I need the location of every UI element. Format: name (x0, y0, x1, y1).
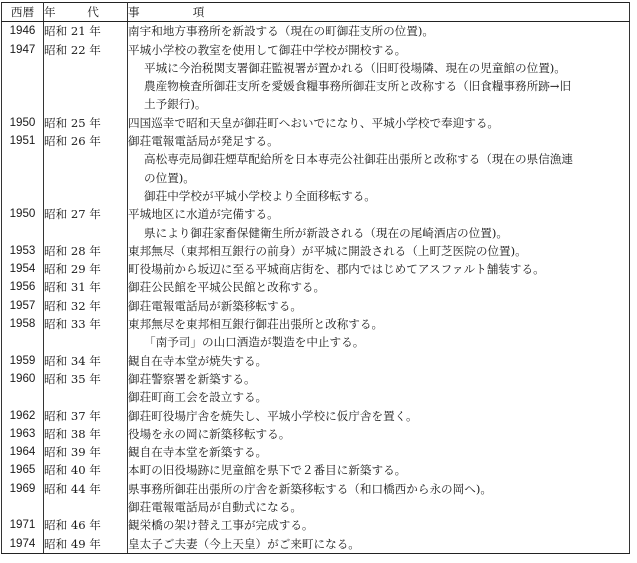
era-year-cell: 昭和 33 年 (44, 315, 128, 333)
western-year-cell: 1951 (2, 132, 44, 150)
table-body (2, 22, 630, 554)
era-year-cell (44, 59, 128, 77)
event-cell: 平城地区に水道が完備する。 (128, 205, 630, 223)
era-year-cell: 昭和 28 年 (44, 242, 128, 260)
table-row (2, 132, 630, 150)
era-year-cell: 昭和 26 年 (44, 132, 128, 150)
western-year-cell: 1969 (2, 480, 44, 498)
table-row (2, 95, 630, 113)
table-row (2, 22, 630, 41)
era-year-cell: 昭和 44 年 (44, 480, 128, 498)
western-year-cell: 1958 (2, 315, 44, 333)
era-year-cell (44, 224, 128, 242)
table-row (2, 425, 630, 443)
table-row (2, 205, 630, 223)
era-year-cell: 昭和 35 年 (44, 370, 128, 388)
event-cell: 御荘電報電話局が自動式になる。 (128, 498, 630, 516)
event-cell: 御荘電報電話局が発足する。 (128, 132, 630, 150)
era-year-cell (44, 169, 128, 187)
western-year-cell: 1963 (2, 425, 44, 443)
western-year-cell: 1974 (2, 535, 44, 554)
era-year-cell: 昭和 22 年 (44, 41, 128, 59)
event-cell: 土予銀行)。 (128, 95, 630, 113)
header-era (44, 3, 128, 22)
header-western-year: 西暦 (2, 3, 44, 22)
era-year-cell: 昭和 37 年 (44, 407, 128, 425)
western-year-cell: 1954 (2, 260, 44, 278)
event-cell: 町役場前から坂辺に至る平城商店街を、郡内ではじめてアスファルト舗装する。 (128, 260, 630, 278)
event-cell: 「南予司」の山口酒造が製造を中止する。 (128, 333, 630, 351)
era-year-cell (44, 187, 128, 205)
era-year-cell: 昭和 32 年 (44, 297, 128, 315)
table-row (2, 535, 630, 554)
event-cell: 東邦無尽を東邦相互銀行御荘出張所と改称する。 (128, 315, 630, 333)
era-year-cell: 昭和 21 年 (44, 22, 128, 41)
event-cell: 御荘電報電話局が新築移転する。 (128, 297, 630, 315)
era-year-cell: 昭和 31 年 (44, 278, 128, 296)
era-year-cell: 昭和 27 年 (44, 205, 128, 223)
western-year-cell: 1953 (2, 242, 44, 260)
table-row (2, 297, 630, 315)
western-year-cell (2, 169, 44, 187)
table-row (2, 59, 630, 77)
era-year-cell: 昭和 46 年 (44, 516, 128, 534)
event-cell: 平城小学校の教室を使用して御荘中学校が開校する。 (128, 41, 630, 59)
era-year-cell (44, 498, 128, 516)
western-year-cell: 1971 (2, 516, 44, 534)
table-row (2, 333, 630, 351)
western-year-cell: 1950 (2, 114, 44, 132)
table-row (2, 169, 630, 187)
event-cell: 観自在寺本堂を新築する。 (128, 443, 630, 461)
event-cell: 御荘警察署を新築する。 (128, 370, 630, 388)
era-year-cell (44, 150, 128, 168)
event-cell: 御荘町役場庁舎を焼失し、平城小学校に仮庁舎を置く。 (128, 407, 630, 425)
era-year-cell: 昭和 39 年 (44, 443, 128, 461)
western-year-cell (2, 95, 44, 113)
table-row (2, 315, 630, 333)
event-cell: 御荘町商工会を設立する。 (128, 388, 630, 406)
event-cell: 県により御荘家畜保健衛生所が新設される（現在の尾崎酒店の位置)。 (128, 224, 630, 242)
western-year-cell (2, 150, 44, 168)
event-cell: 平城に今治税関支署御荘監視署が置かれる（旧町役場隣、現在の児童館の位置)。 (128, 59, 630, 77)
western-year-cell: 1965 (2, 461, 44, 479)
table-row (2, 407, 630, 425)
chronology-table (1, 2, 630, 554)
table-row (2, 480, 630, 498)
event-cell: 四国巡幸で昭和天皇が御荘町へおいでになり、平城小学校で奉迎する。 (128, 114, 630, 132)
western-year-cell: 1964 (2, 443, 44, 461)
event-cell: 御荘公民館を平城公民館と改称する。 (128, 278, 630, 296)
event-cell: 本町の旧役場跡に児童館を県下で２番目に新築する。 (128, 461, 630, 479)
western-year-cell (2, 498, 44, 516)
event-cell: 観自在寺本堂が焼失する。 (128, 352, 630, 370)
western-year-cell (2, 388, 44, 406)
header-events-label: 事 項 (128, 5, 215, 19)
table-row (2, 187, 630, 205)
western-year-cell: 1950 (2, 205, 44, 223)
table-row (2, 443, 630, 461)
western-year-cell: 1946 (2, 22, 44, 41)
table-row (2, 461, 630, 479)
era-year-cell (44, 77, 128, 95)
western-year-cell: 1956 (2, 278, 44, 296)
western-year-cell (2, 333, 44, 351)
era-year-cell: 昭和 29 年 (44, 260, 128, 278)
table-row (2, 150, 630, 168)
western-year-cell: 1947 (2, 41, 44, 59)
table-row (2, 260, 630, 278)
header-events (128, 3, 630, 22)
event-cell: 農産物検査所御荘支所を愛媛食糧事務所御荘支所と改称する（旧食糧事務所跡→旧 (128, 77, 630, 95)
western-year-cell: 1960 (2, 370, 44, 388)
table-row (2, 370, 630, 388)
event-cell: 御荘中学校が平城小学校より全面移転する。 (128, 187, 630, 205)
header-row (2, 3, 630, 22)
event-cell: 役場を永の岡に新築移転する。 (128, 425, 630, 443)
era-year-cell: 昭和 49 年 (44, 535, 128, 554)
table-row (2, 352, 630, 370)
era-year-cell: 昭和 25 年 (44, 114, 128, 132)
era-year-cell: 昭和 34 年 (44, 352, 128, 370)
era-year-cell (44, 333, 128, 351)
event-cell: 東邦無尽（東邦相互銀行の前身）が平城に開設される（上町芝医院の位置)。 (128, 242, 630, 260)
western-year-cell: 1959 (2, 352, 44, 370)
table-row (2, 516, 630, 534)
table-header (2, 3, 630, 22)
event-cell: 皇太子ご夫妻（今上天皇）がご来町になる。 (128, 535, 630, 554)
event-cell: 観栄橋の架け替え工事が完成する。 (128, 516, 630, 534)
event-cell: 県事務所御荘出張所の庁舎を新築移転する（和口橋西から永の岡へ)。 (128, 480, 630, 498)
western-year-cell (2, 77, 44, 95)
western-year-cell: 1957 (2, 297, 44, 315)
table-row (2, 388, 630, 406)
western-year-cell (2, 59, 44, 77)
era-year-cell (44, 388, 128, 406)
table-row (2, 224, 630, 242)
table-row (2, 278, 630, 296)
table-row (2, 498, 630, 516)
era-year-cell: 昭和 40 年 (44, 461, 128, 479)
table-row (2, 242, 630, 260)
event-cell: の位置)。 (128, 169, 630, 187)
table-row (2, 77, 630, 95)
event-cell: 南宇和地方事務所を新設する（現在の町御荘支所の位置)。 (128, 22, 630, 41)
western-year-cell (2, 187, 44, 205)
table-row (2, 114, 630, 132)
western-year-cell: 1962 (2, 407, 44, 425)
header-era-label: 年 代 (44, 5, 109, 19)
era-year-cell: 昭和 38 年 (44, 425, 128, 443)
western-year-cell (2, 224, 44, 242)
event-cell: 高松専売局御荘煙草配給所を日本専売公社御荘出張所と改称する（現在の県信漁連 (128, 150, 630, 168)
table-row (2, 41, 630, 59)
era-year-cell (44, 95, 128, 113)
